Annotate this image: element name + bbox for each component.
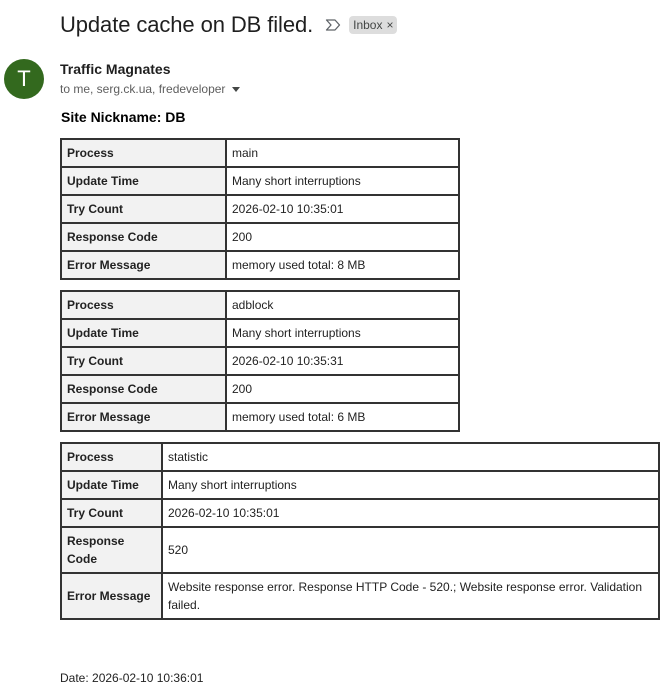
row-key: Response Code <box>61 375 226 403</box>
row-key: Response Code <box>61 223 226 251</box>
row-value: 2026-02-10 10:35:01 <box>162 499 659 527</box>
row-value: main <box>226 139 459 167</box>
importance-marker-icon[interactable] <box>325 18 341 32</box>
row-value: Many short interruptions <box>226 319 459 347</box>
label-chip-text: Inbox <box>353 18 383 32</box>
row-value: memory used total: 6 MB <box>226 403 459 431</box>
row-key: Process <box>61 139 226 167</box>
recipients-line[interactable] <box>60 82 240 96</box>
row-key: Update Time <box>61 319 226 347</box>
row-key: Update Time <box>61 167 226 195</box>
row-value: 200 <box>226 375 459 403</box>
table-row <box>61 347 459 375</box>
email-subject: Update cache on DB filed. <box>60 12 314 37</box>
table-row <box>61 375 459 403</box>
row-key: Error Message <box>61 251 226 279</box>
table-row <box>61 251 459 279</box>
date-line: Date: 2026-02-10 10:36:01 <box>60 671 204 685</box>
subject-row <box>60 8 397 42</box>
row-key: Error Message <box>61 403 226 431</box>
table-row <box>61 291 459 319</box>
row-value: memory used total: 8 MB <box>226 251 459 279</box>
row-key: Try Count <box>61 499 162 527</box>
report-table-adblock <box>60 290 460 432</box>
row-key: Update Time <box>61 471 162 499</box>
table-row <box>61 195 459 223</box>
row-value: statistic <box>162 443 659 471</box>
row-value: Many short interruptions <box>162 471 659 499</box>
table-row <box>61 319 459 347</box>
table-row <box>61 139 459 167</box>
table-row <box>61 443 659 471</box>
recipients-text: to me, serg.ck.ua, fredeveloper <box>60 82 226 96</box>
row-value: 2026-02-10 10:35:31 <box>226 347 459 375</box>
row-value: 200 <box>226 223 459 251</box>
row-value: Website response error. Response HTTP Code - 520.; Website response error. Validation failed. <box>162 573 659 619</box>
report-table-statistic <box>60 442 660 620</box>
remove-label-button[interactable]: × <box>386 18 394 32</box>
label-chip-inbox <box>349 16 397 34</box>
row-value: 2026-02-10 10:35:01 <box>226 195 459 223</box>
table-row <box>61 223 459 251</box>
row-value: adblock <box>226 291 459 319</box>
row-key: Error Message <box>61 573 162 619</box>
site-nickname: Site Nickname: DB <box>61 109 186 125</box>
row-value: Many short interruptions <box>226 167 459 195</box>
table-row <box>61 403 459 431</box>
report-table-main <box>60 138 460 280</box>
row-key: Try Count <box>61 195 226 223</box>
table-row <box>61 471 659 499</box>
chevron-down-icon[interactable] <box>232 87 240 92</box>
row-key: Process <box>61 291 226 319</box>
sender-name[interactable]: Traffic Magnates <box>60 61 171 77</box>
row-key: Response Code <box>61 527 162 573</box>
table-row <box>61 527 659 573</box>
avatar-initial: T <box>17 66 31 91</box>
row-value: 520 <box>162 527 659 573</box>
row-key: Try Count <box>61 347 226 375</box>
table-row <box>61 499 659 527</box>
row-key: Process <box>61 443 162 471</box>
table-row <box>61 573 659 619</box>
table-row <box>61 167 459 195</box>
sender-avatar[interactable] <box>4 59 44 99</box>
